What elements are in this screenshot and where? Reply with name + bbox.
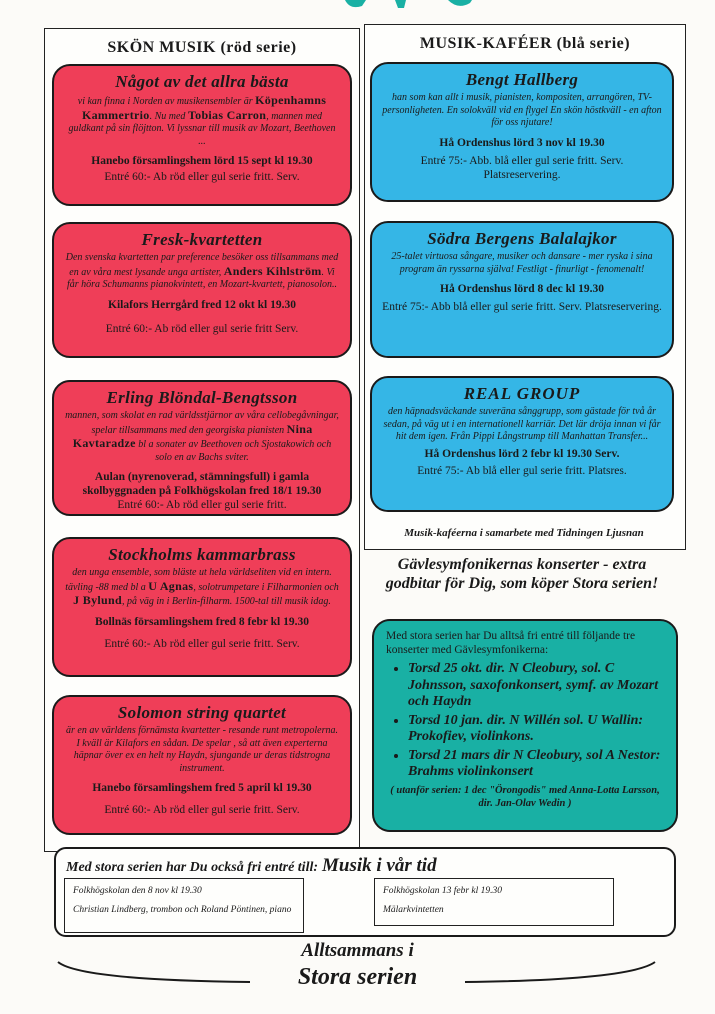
event-title: REAL GROUP [463, 384, 581, 403]
cafe-card-1 [370, 62, 674, 202]
event-description: den häpnadsväckande suveräna sånggrupp, som gästade för två år sedan, på väg ut i en internationell karriär. Det lär dröja innan vi får hit dem igen. Från Pippi Långstrump till Manhattan Transfer... [383, 406, 661, 442]
event-title: Något av det allra bästa [115, 72, 289, 91]
musik-i-var-tid-box [54, 847, 676, 937]
event-title: Solomon string quartet [117, 703, 287, 722]
concert-item: • Torsd 25 okt. dir. N Cleobury, sol. C Johnsson, saxofonkonsert, symf. av Mozart och Haydn [408, 661, 664, 711]
event-price: Entré 60:- Ab röd eller gul serie fritt. Serv. [104, 637, 300, 650]
event-description: vi kan finna i Norden av musikensembler är Köpenhamns Kammertrio. Nu med Tobias Carron, mannen med guldkant på sin flöjtton. Vi lyssnar till musik av Mozart, Beethoven ... [68, 93, 336, 147]
event-venue: Hå Ordenshus lörd 2 febr kl 19.30 Serv. [424, 447, 620, 460]
event-price: Entré 60:- Ab röd eller gul serie fritt. Serv. [104, 171, 300, 183]
bottom-heading-title: Musik i vår tid [322, 855, 437, 876]
gavle-note: ( utanför serien: 1 dec "Örongodis" med Anna-Lotta Larsson, dir. Jan-Olav Wedin ) [390, 784, 660, 809]
event-description: den unga ensemble, som bläste ut hela världseliten vid en intern. tävling -88 med bl a U Agnas, solotrumpetare i Filharmonien och J Bylund, på väg in i Berlin-filharm. 1500-tal till musik idag. [65, 567, 339, 607]
footer-line-2: Stora serien [297, 964, 418, 990]
event-card-3 [52, 380, 352, 516]
gavle-concerts-box [372, 619, 678, 832]
gavle-concert-list [386, 661, 664, 781]
cafe-card-2 [370, 221, 674, 358]
event-venue: Kilafors Herrgård fred 12 okt kl 19.30 [108, 298, 296, 311]
event-price: Entré 75:- Ab blå eller gul serie fritt. Platsres. [417, 464, 627, 477]
bottom-heading-text: Med stora serien har Du också fri entré till: [66, 860, 319, 875]
event-price: Entré 75:- Abb. blå eller gul serie fritt. Serv. Platsreservering. [420, 154, 624, 181]
event-venue: Hanebo församlingshem lörd 15 sept kl 19.30 [91, 155, 313, 167]
event-venue: Hanebo församlingshem fred 5 april kl 19.30 [92, 782, 312, 794]
gavle-heading: Gävlesymfonikernas konserter - extra godbitar för Dig, som köper Stora serien! [385, 556, 659, 592]
event-venue: Aulan (nyrenoverad, stämningsfull) i gamla skolbyggnaden på Folkhögskolan fred 18/1 19.30 [82, 471, 322, 497]
concert-performers: Mälarkvintetten [383, 905, 444, 915]
concert-date: Folkhögskolan 13 febr kl 19.30 [383, 886, 502, 896]
event-price: Entré 75:- Abb blå eller gul serie fritt. Serv. Platsreservering. [382, 301, 662, 313]
concert-performers: Christian Lindberg, trombon och Roland Pöntinen, piano [73, 905, 292, 915]
event-description: Den svenska kvartetten par preference besöker oss tillsammans med en av våra mest lysande unga artister, Anders Kihlström. Vi får höra Schumanns pianokvintett, en Mozart-kvartett, pianosolon.. [65, 252, 339, 290]
event-card-4 [52, 537, 352, 677]
event-description: är en av världens förnämsta kvartetter - resande runt metropolerna. I kväll är Kilafors en sådan. De spelar , så att även experterna häpnar över ex en helt ny Haydn, sjungande ur deras tidstrogna instrument. [66, 725, 338, 774]
concert-item: • Torsd 21 mars dir N Cleobury, sol A Nestor: Brahms violinkonsert [408, 748, 664, 781]
event-price: Entré 60:- Ab röd eller gul serie fritt Serv. [105, 322, 299, 335]
event-venue: Bollnäs församlingshem fred 8 febr kl 19.30 [95, 615, 309, 628]
blue-series-header: MUSIK-KAFÉER (blå serie) [419, 35, 631, 52]
event-venue: Hå Ordenshus lörd 8 dec kl 19.30 [440, 283, 604, 295]
event-description: han som kan allt i musik, pianisten, kompositen, arrangören, TV- personligheten. En solokväll vid en flygel En skön höstkväll - en afton för oss njutare! [382, 92, 662, 128]
top-logo-fragment [0, 0, 715, 10]
event-venue: Hå Ordenshus lörd 3 nov kl 19.30 [439, 136, 605, 149]
event-description: 25-talet virtuosa sångare, musiker och dansare - mer ryska i sina program än ryssarna själva! Festligt - finurligt - fenomenalt! [391, 251, 653, 275]
concert-box-1 [64, 878, 304, 933]
concert-date: Folkhögskolan den 8 nov kl 19.30 [73, 886, 202, 896]
cafe-footnote: Musik-kaféerna i samarbete med Tidningen Ljusnan [404, 527, 644, 539]
event-title: Stockholms kammarbrass [108, 545, 296, 564]
event-title: Erling Blöndal-Bengtsson [106, 388, 298, 407]
red-series-header: SKÖN MUSIK (röd serie) [107, 39, 297, 56]
cafe-card-3 [370, 376, 674, 512]
concert-box-2 [374, 878, 614, 926]
event-price: Entré 60:- Ab röd eller gul serie fritt. [117, 499, 287, 511]
bottom-heading [66, 855, 437, 877]
event-card-1 [52, 64, 352, 206]
event-title: Fresk-kvartetten [141, 230, 263, 249]
event-title: Södra Bergens Balalajkor [427, 229, 617, 248]
concert-item: • Torsd 10 jan. dir. N Willén sol. U Wallin: Prokofiev, violinkons. [408, 713, 664, 746]
event-price: Entré 60:- Ab röd eller gul serie fritt. Serv. [104, 804, 300, 816]
event-title: Bengt Hallberg [465, 70, 579, 89]
event-description: mannen, som skolat en rad världsstjärnor av våra cellobegåvningar, spelar tillsammans med den georgiska pianisten Nina Kavtaradze bl a sonater av Beethoven och Sjostakowich och solo en av Bachs sviter. [65, 410, 339, 463]
event-card-2 [52, 222, 352, 358]
footer-line-1: Alltsammans i [301, 940, 414, 961]
event-card-5 [52, 695, 352, 835]
gavle-intro: Med stora serien har Du alltså fri entré till följande tre konserter med Gävlesymfonikerna: [386, 630, 636, 656]
